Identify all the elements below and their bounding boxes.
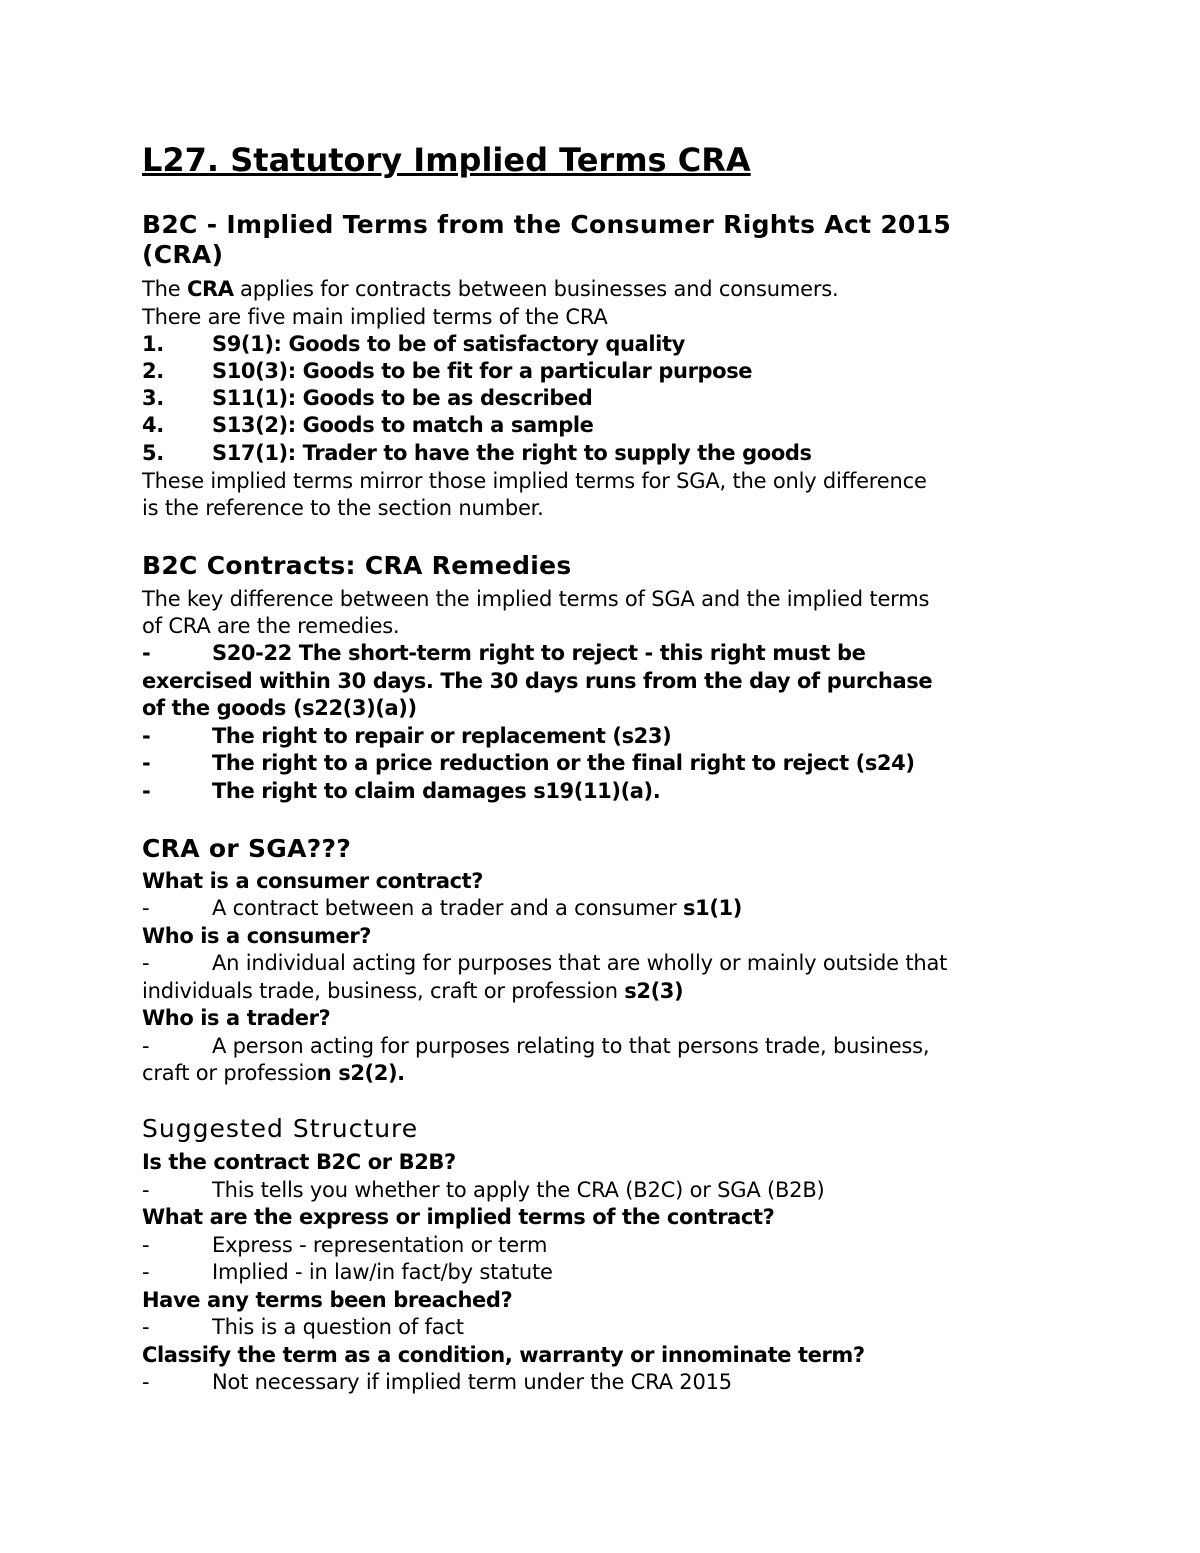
list-marker: 5. [142,441,164,465]
list-marker: - [142,1315,150,1339]
text-line [142,494,544,522]
section-heading: B2C Contracts: CRA Remedies [142,551,572,580]
list-item [142,1032,1142,1060]
bold-text: n s2(2). [316,1061,405,1085]
bold-text: Who is a trader? [142,1006,331,1030]
list-item [142,949,1142,977]
text: Implied - in law/in fact/by statute [212,1260,553,1284]
list-item [142,777,1142,805]
text: A person acting for purposes relating to that persons trade, business, [212,1034,930,1058]
list-marker: - [142,779,151,803]
text-line [142,1148,456,1176]
bold-text: S10(3): Goods to be fit for a particular purpose [212,359,753,383]
bold-text: What is a consumer contract? [142,869,484,893]
text-line [142,977,683,1005]
bold-text: The right to a price reduction or the final right to reject (s24) [212,751,915,775]
list-item [142,411,1142,439]
list-marker: - [142,1370,150,1394]
text-line [142,467,927,495]
list-item [142,439,1142,467]
list-marker: - [142,1178,150,1202]
section-heading: Suggested Structure [142,1114,419,1143]
text: The key difference between the implied terms of SGA and the implied terms [142,587,930,611]
list-item [142,1231,1142,1259]
text-line [142,1341,865,1369]
text-line [142,303,608,331]
bold-text: Is the contract B2C or B2B? [142,1150,456,1174]
bold-text: What are the express or implied terms of the contract? [142,1205,775,1229]
bold-text: S17(1): Trader to have the right to supply the goods [212,441,812,465]
text-line [142,667,932,695]
list-marker: - [142,1034,150,1058]
text: This is a question of fact [212,1315,464,1339]
bold-text: Who is a consumer? [142,924,372,948]
list-marker: - [142,896,150,920]
list-marker: - [142,951,150,975]
list-marker: - [142,724,151,748]
bold-text: S20-22 The short-term right to reject - this right must be [212,641,866,665]
text-line [142,1059,405,1087]
list-item [142,1258,1142,1286]
list-marker: - [142,1233,150,1257]
list-item [142,330,1142,358]
bold-text: S9(1): Goods to be of satisfactory quality [212,332,685,356]
bold-text: The right to repair or replacement (s23) [212,724,672,748]
text: of CRA are the remedies. [142,614,400,638]
section-heading: B2C - Implied Terms from the Consumer Rights Act 2015 [142,210,952,239]
list-item [142,357,1142,385]
text: There are five main implied terms of the CRA [142,305,608,329]
text-line [142,694,417,722]
text: Express - representation or term [212,1233,548,1257]
list-item [142,894,1142,922]
text: This tells you whether to apply the CRA (B2C) or SGA (B2B) [212,1178,825,1202]
bold-text: S11(1): Goods to be as described [212,386,593,410]
list-item [142,639,1142,667]
bold-text: Have any terms been breached? [142,1288,513,1312]
list-marker: 3. [142,386,164,410]
bold-text: Classify the term as a condition, warranty or innominate term? [142,1343,865,1367]
text: Not necessary if implied term under the CRA 2015 [212,1370,732,1394]
list-marker: 1. [142,332,164,356]
list-marker: 4. [142,413,164,437]
list-marker: - [142,641,151,665]
text-line [142,867,483,895]
bold-text: S13(2): Goods to match a sample [212,413,594,437]
text: These implied terms mirror those implied terms for SGA, the only difference [142,469,927,493]
bold-text: s2(3) [624,979,684,1003]
text: A contract between a trader and a consumer [212,896,684,920]
text-line [142,922,371,950]
list-item [142,749,1142,777]
text-line [142,275,838,303]
text: individuals trade, business, craft or profession [142,979,625,1003]
bold-text: The right to claim damages s19(11)(a). [212,779,661,803]
section-heading: CRA or SGA??? [142,834,352,863]
bold-text: exercised within 30 days. The 30 days runs from the day of purchase [142,669,933,693]
text-line [142,612,400,640]
list-item [142,1368,1142,1396]
text: is the reference to the section number. [142,496,544,520]
list-item [142,1176,1142,1204]
bold-text: s1(1) [683,896,742,920]
text: An individual acting for purposes that are wholly or mainly outside that [212,951,948,975]
list-item [142,1313,1142,1341]
bold-text: of the goods (s22(3)(a)) [142,696,417,720]
list-item [142,722,1142,750]
document-title: L27. Statutory Implied Terms CRA [142,141,751,179]
list-marker: - [142,751,151,775]
section-heading: (CRA) [142,240,224,269]
text-line [142,585,929,613]
text-line [142,1286,512,1314]
text: The [142,277,187,301]
list-marker: 2. [142,359,164,383]
text: craft or professio [142,1061,317,1085]
list-marker: - [142,1260,150,1284]
text-line [142,1203,774,1231]
text-line [142,1004,330,1032]
list-item [142,384,1142,412]
bold-text: CRA [186,277,234,301]
text: applies for contracts between businesses and consumers. [233,277,839,301]
